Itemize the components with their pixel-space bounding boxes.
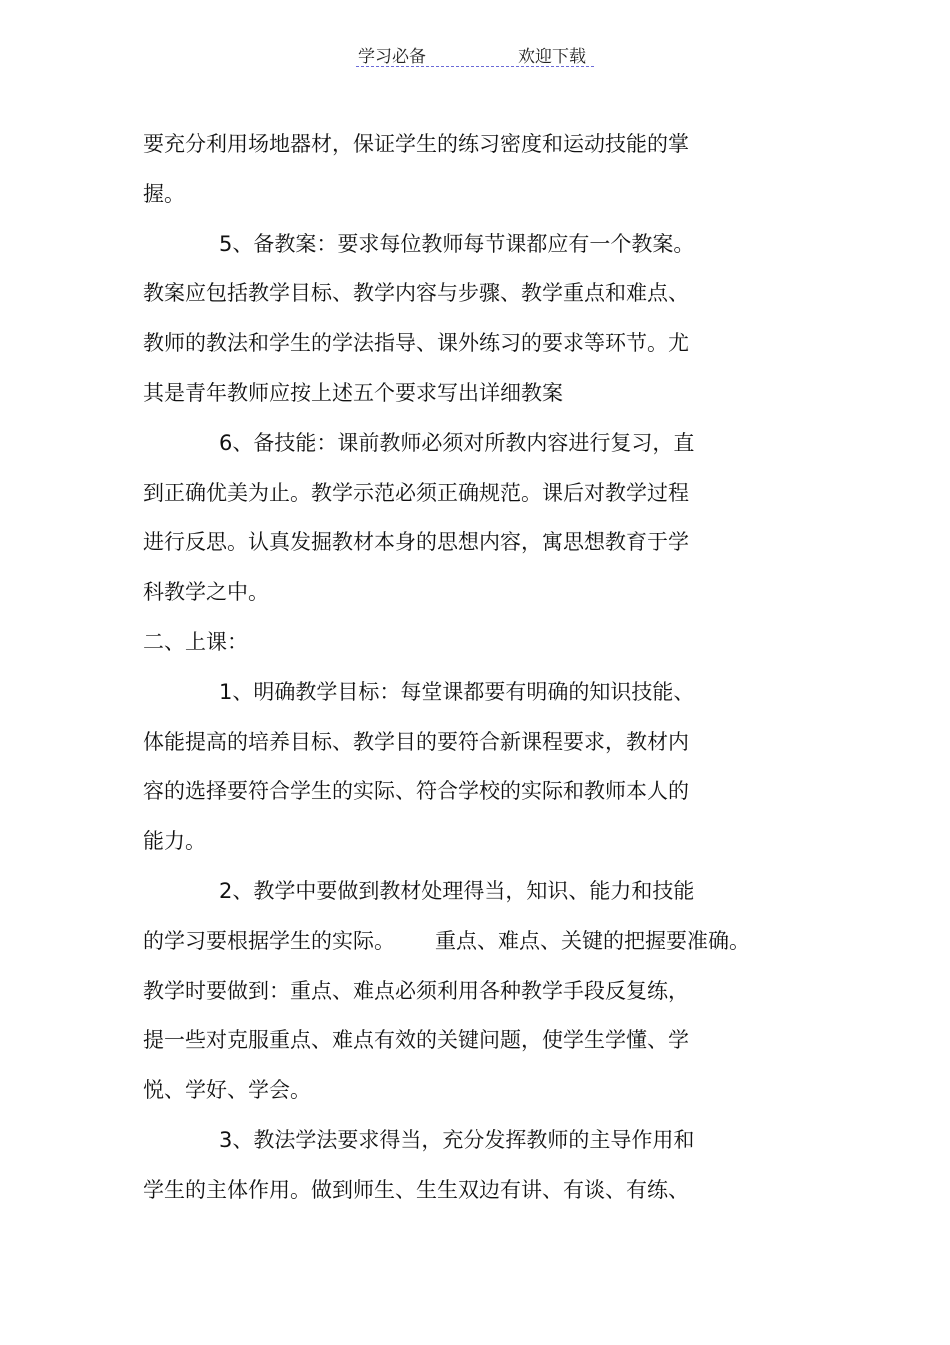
text-line: 能力。 <box>143 829 206 854</box>
header-right-text: 欢迎下载 <box>518 47 586 67</box>
text-line: 教案应包括教学目标、教学内容与步骤、教学重点和难点、 <box>143 281 689 306</box>
paragraph-start-line: 2、教学中要做到教材处理得当，知识、能力和技能 <box>219 878 695 903</box>
page-header <box>356 40 594 67</box>
paragraph-start-line: 5、备教案：要求每位教师每节课都应有一个教案。 <box>219 231 695 256</box>
text-line: 进行反思。认真发掘教材本身的思想内容，寓思想教育于学 <box>143 530 689 555</box>
paragraph-start-line: 1、明确教学目标：每堂课都要有明确的知识技能、 <box>219 679 695 704</box>
text-line: 到正确优美为止。教学示范必须正确规范。课后对教学过程 <box>143 480 689 505</box>
paragraph-start-line: 6、备技能：课前教师必须对所教内容进行复习，直 <box>219 430 695 455</box>
text-line <box>143 917 843 967</box>
text-line: 握。 <box>143 181 185 206</box>
text-line: 体能提高的培养目标、教学目的要符合新课程要求，教材内 <box>143 729 689 754</box>
text-line: 教学时要做到：重点、难点必须利用各种教学手段反复练， <box>143 978 689 1003</box>
text-segment: 的学习要根据学生的实际。 <box>143 928 395 953</box>
text-line: 学生的主体作用。做到师生、生生双边有讲、有谈、有练、 <box>143 1177 689 1202</box>
text-line: 要充分利用场地器材，保证学生的练习密度和运动技能的掌 <box>143 132 689 156</box>
document-body <box>143 120 843 1216</box>
section-heading: 二、上课： <box>143 629 248 654</box>
text-line: 悦、学好、学会。 <box>143 1078 311 1103</box>
text-line: 科教学之中。 <box>143 580 269 605</box>
header-left-text: 学习必备 <box>358 47 426 67</box>
text-line: 容的选择要符合学生的实际、符合学校的实际和教师本人的 <box>143 779 689 804</box>
text-line: 提一些对克服重点、难点有效的关键问题，使学生学懂、学 <box>143 1028 689 1053</box>
text-line: 其是青年教师应按上述五个要求写出详细教案 <box>143 380 563 405</box>
text-line: 教师的教法和学生的学法指导、课外练习的要求等环节。尤 <box>143 331 689 356</box>
text-segment: 重点、难点、关键的把握要准确。 <box>435 928 750 953</box>
paragraph-start-line: 3、教法学法要求得当，充分发挥教师的主导作用和 <box>219 1127 695 1152</box>
